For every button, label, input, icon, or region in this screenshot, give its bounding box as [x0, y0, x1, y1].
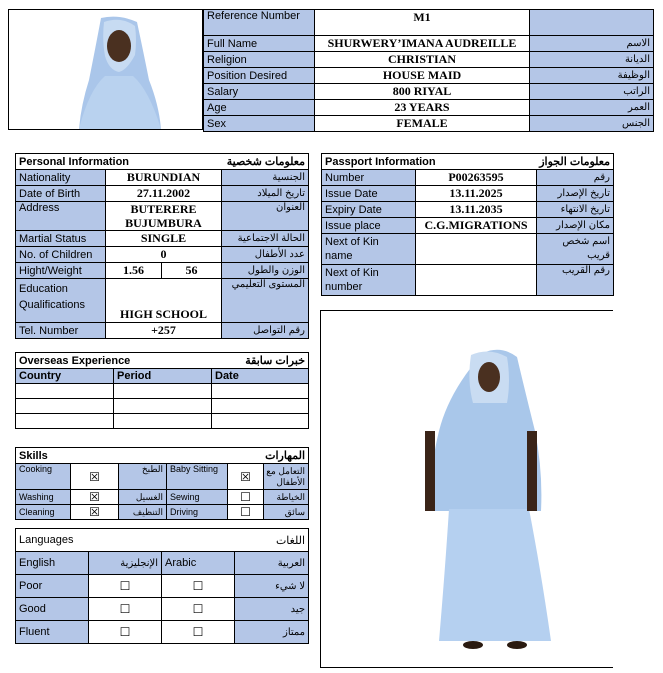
kin-number-label-2: number [325, 281, 363, 293]
sex-value: FEMALE [315, 116, 530, 132]
level-fluent: Fluent [16, 621, 89, 644]
dob-label: Date of Birth [16, 186, 106, 202]
languages-table [15, 528, 309, 644]
issue-date-value: 13.11.2025 [416, 186, 537, 202]
issue-date-ar: تاريخ الإصدار [537, 186, 614, 202]
skill-cooking-ar: الطبخ [119, 464, 167, 490]
age-value: 23 YEARS [315, 100, 530, 116]
dob-value: 27.11.2002 [106, 186, 222, 202]
overseas-title: Overseas Experience [16, 353, 212, 369]
full-name-label: Full Name [204, 36, 315, 52]
nationality-ar: الجنسية [222, 170, 309, 186]
kin-number-value [416, 265, 537, 296]
nationality-value: BURUNDIAN [106, 170, 222, 186]
age-label: Age [204, 100, 315, 116]
passport-title: Passport Information [322, 154, 537, 170]
languages-title-ar: اللغات [162, 529, 309, 552]
marital-ar: الحالة الاجتماعية [222, 231, 309, 247]
weight-value: 56 [162, 263, 222, 279]
kin-number-ar: رقم القريب [537, 265, 614, 296]
education-ar: المستوى التعليمي [222, 279, 309, 323]
languages-title: Languages [16, 529, 162, 552]
marital-value: SINGLE [106, 231, 222, 247]
religion-label: Religion [204, 52, 315, 68]
reference-value: M1 [315, 10, 530, 36]
expiry-date-ar: تاريخ الانتهاء [537, 202, 614, 218]
skill-driving-ar: سائق [264, 505, 309, 520]
washing-checkbox[interactable]: ☒ [71, 490, 119, 505]
level-fluent-ar: ممتاز [235, 621, 309, 644]
address-line2: BUJUMBURA [125, 216, 202, 230]
expiry-date-label: Expiry Date [322, 202, 416, 218]
salary-ar: الراتب [530, 84, 654, 100]
personal-info-title: Personal Information [16, 154, 162, 170]
portrait-frame [8, 9, 203, 130]
personal-info-title-ar: معلومات شخصية [162, 154, 309, 170]
overseas-cell [16, 399, 114, 414]
english-poor-checkbox[interactable]: ☐ [89, 575, 162, 598]
cooking-checkbox[interactable]: ☒ [71, 464, 119, 490]
overseas-col-date: Date [212, 369, 309, 384]
issue-place-ar: مكان الإصدار [537, 218, 614, 234]
full-body-photo [321, 311, 613, 667]
sex-label: Sex [204, 116, 315, 132]
religion-value: CHRISTIAN [315, 52, 530, 68]
position-value: HOUSE MAID [315, 68, 530, 84]
driving-checkbox[interactable]: ☐ [228, 505, 264, 520]
skill-baby-sitting-ar-2: الأطفال [276, 476, 306, 487]
cleaning-checkbox[interactable]: ☒ [71, 505, 119, 520]
position-label: Position Desired [204, 68, 315, 84]
education-value: HIGH SCHOOL [106, 279, 222, 323]
overseas-cell [212, 399, 309, 414]
kin-name-value [416, 234, 537, 265]
issue-place-value: C.G.MIGRATIONS [416, 218, 537, 234]
full-name-ar: الاسم [530, 36, 654, 52]
passport-title-ar: معلومات الجواز [537, 154, 614, 170]
dob-ar: تاريخ الميلاد [222, 186, 309, 202]
level-good: Good [16, 598, 89, 621]
marital-label: Martial Status [16, 231, 106, 247]
passport-number-label: Number [322, 170, 416, 186]
education-label-1: Education [19, 283, 68, 295]
passport-number-value: P00263595 [416, 170, 537, 186]
children-value: 0 [106, 247, 222, 263]
skill-washing: Washing [16, 490, 71, 505]
skill-cooking: Cooking [16, 464, 71, 490]
height-weight-label: Hight/Weight [16, 263, 106, 279]
arabic-fluent-checkbox[interactable]: ☐ [162, 621, 235, 644]
tel-ar: رقم التواصل [222, 323, 309, 339]
lang-arabic-ar: العربية [235, 552, 309, 575]
passport-table [321, 153, 614, 296]
salary-value: 800 RIYAL [315, 84, 530, 100]
education-label-2: Qualifications [19, 299, 86, 311]
height-value: 1.56 [106, 263, 162, 279]
kin-name-label-1: Next of Kin [325, 236, 379, 248]
sewing-checkbox[interactable]: ☐ [228, 490, 264, 505]
skill-baby-sitting: Baby Sitting [167, 464, 228, 490]
full-body-frame [320, 310, 613, 668]
portrait-photo [9, 10, 202, 129]
skills-title-ar: المهارات [167, 448, 309, 464]
kin-number-label-1: Next of Kin [325, 267, 379, 279]
nationality-label: Nationality [16, 170, 106, 186]
arabic-good-checkbox[interactable]: ☐ [162, 598, 235, 621]
children-label: No. of Children [16, 247, 106, 263]
reference-empty [530, 10, 654, 36]
lang-english-ar: الإنجليزية [89, 552, 162, 575]
overseas-table [15, 352, 309, 429]
tel-label: Tel. Number [16, 323, 106, 339]
kin-name-ar-2: قريب [587, 250, 610, 261]
level-good-ar: جيد [235, 598, 309, 621]
level-poor: Poor [16, 575, 89, 598]
reference-label: Reference Number [204, 10, 315, 36]
skill-baby-sitting-ar-1: التعامل مع [266, 465, 306, 476]
overseas-col-period: Period [114, 369, 212, 384]
address-label: Address [16, 202, 106, 231]
overseas-cell [212, 384, 309, 399]
skill-cleaning-ar: التنظيف [119, 505, 167, 520]
expiry-date-value: 13.11.2035 [416, 202, 537, 218]
english-good-checkbox[interactable]: ☐ [89, 598, 162, 621]
skills-title: Skills [16, 448, 167, 464]
skill-washing-ar: الغسيل [119, 490, 167, 505]
overseas-cell [114, 384, 212, 399]
salary-label: Salary [204, 84, 315, 100]
overseas-cell [114, 399, 212, 414]
overseas-cell [16, 414, 114, 429]
tel-value: +257 [106, 323, 222, 339]
lang-arabic: Arabic [162, 552, 235, 575]
personal-info-table [15, 153, 309, 339]
address-line1: BUTERERE [130, 202, 197, 216]
full-name-value: SHURWERY’IMANA AUDREILLE [315, 36, 530, 52]
passport-number-ar: رقم [537, 170, 614, 186]
kin-name-label-2: name [325, 250, 353, 262]
children-ar: عدد الأطفال [222, 247, 309, 263]
issue-date-label: Issue Date [322, 186, 416, 202]
age-ar: العمر [530, 100, 654, 116]
address-ar: العنوان [222, 202, 309, 231]
skill-sewing-ar: الخياطة [264, 490, 309, 505]
skill-cleaning: Cleaning [16, 505, 71, 520]
sex-ar: الجنس [530, 116, 654, 132]
overseas-cell [212, 414, 309, 429]
skill-sewing: Sewing [167, 490, 228, 505]
overseas-title-ar: خبرات سابقة [212, 353, 309, 369]
overseas-cell [16, 384, 114, 399]
kin-name-ar-1: اسم شخص [562, 236, 610, 247]
position-ar: الوظيفة [530, 68, 654, 84]
header-table [203, 9, 654, 132]
height-weight-ar: الوزن والطول [222, 263, 309, 279]
overseas-cell [114, 414, 212, 429]
issue-place-label: Issue place [322, 218, 416, 234]
religion-ar: الديانة [530, 52, 654, 68]
english-fluent-checkbox[interactable]: ☐ [89, 621, 162, 644]
level-poor-ar: لا شيء [235, 575, 309, 598]
lang-english: English [16, 552, 89, 575]
skills-table [15, 447, 309, 520]
overseas-col-country: Country [16, 369, 114, 384]
skill-driving: Driving [167, 505, 228, 520]
arabic-poor-checkbox[interactable]: ☐ [162, 575, 235, 598]
baby-sitting-checkbox[interactable]: ☒ [228, 464, 264, 490]
